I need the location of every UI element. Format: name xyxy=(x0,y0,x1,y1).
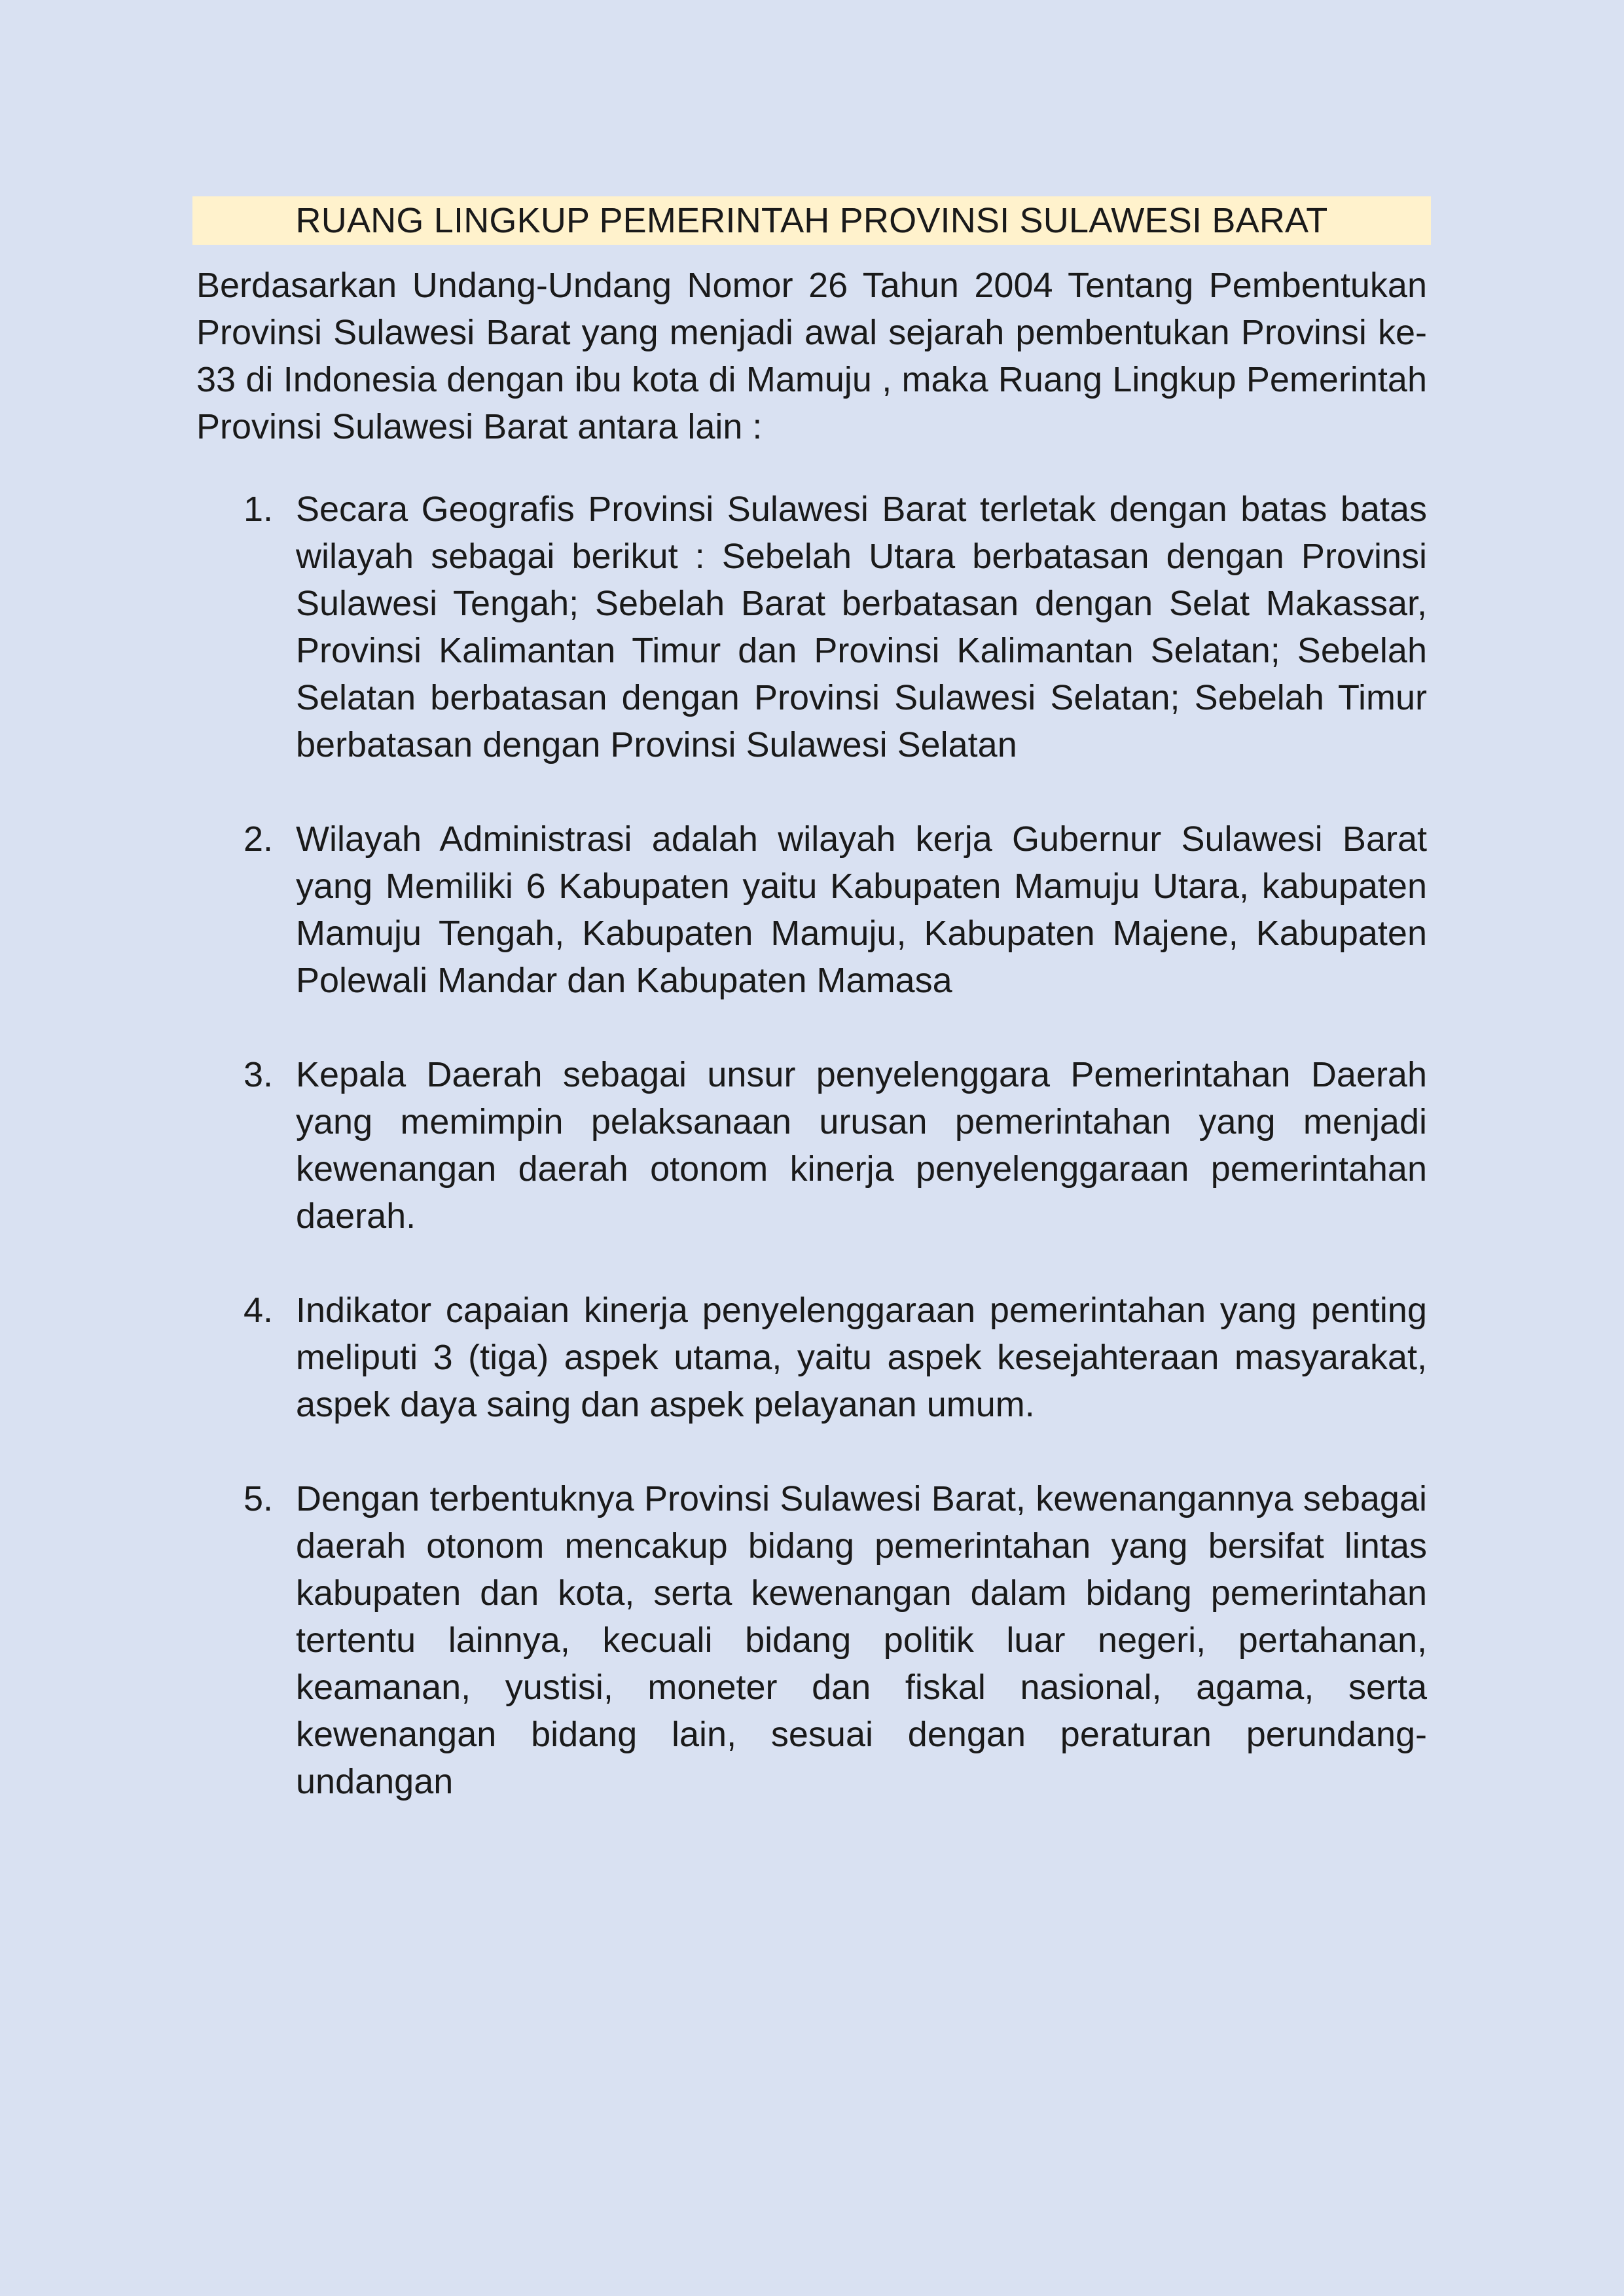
list-item-text: Wilayah Administrasi adalah wilayah kerja Gubernur Sulawesi Barat yang Memiliki 6 Kabupaten yaitu Kabupaten Mamuju Utara, kabupaten Mamuju Tengah, Kabupaten Mamuju, Kabupaten Majene, Kabupaten Polewali Mandar dan Kabupaten Mamasa xyxy=(296,819,1427,1000)
intro-paragraph: Berdasarkan Undang-Undang Nomor 26 Tahun 2004 Tentang Pembentukan Provinsi Sulawesi Barat yang menjadi awal sejarah pembentukan Provinsi ke-33 di Indonesia dengan ibu kota di Mamuju , maka Ruang Lingkup Pemerintah Provinsi Sulawesi Barat antara lain : xyxy=(196,266,1427,446)
document-title: RUANG LINGKUP PEMERINTAH PROVINSI SULAWESI BARAT xyxy=(295,201,1328,240)
scope-list-item xyxy=(196,816,1427,1004)
list-item-number: 1. xyxy=(244,490,274,529)
document-content xyxy=(196,196,1427,1816)
list-item-text: Secara Geografis Provinsi Sulawesi Barat terletak dengan batas batas wilayah sebagai berikut : Sebelah Utara berbatasan dengan Provinsi Sulawesi Tengah; Sebelah Barat berbatasan dengan Selat Makassar, Provinsi Kalimantan Timur dan Provinsi Kalimantan Selatan; Sebelah Selatan berbatasan dengan Provinsi Sulawesi Selatan; Sebelah Timur berbatasan dengan Provinsi Sulawesi Selatan xyxy=(296,490,1427,764)
scope-list-item xyxy=(196,1287,1427,1428)
list-item-number: 4. xyxy=(244,1291,274,1330)
list-item-text: Kepala Daerah sebagai unsur penyelenggara Pemerintahan Daerah yang memimpin pelaksanaan urusan pemerintahan yang menjadi kewenangan daerah otonom kinerja penyelenggaraan pemerintahan daerah. xyxy=(296,1055,1427,1236)
document-title-box xyxy=(192,196,1431,245)
scope-list-item xyxy=(196,1051,1427,1240)
list-item-number: 3. xyxy=(244,1055,274,1094)
list-item-text: Dengan terbentuknya Provinsi Sulawesi Barat, kewenangannya sebagai daerah otonom mencakup bidang pemerintahan yang bersifat lintas kabupaten dan kota, serta kewenangan dalam bidang pemerintahan tertentu lainnya, kecuali bidang politik luar negeri, pertahanan, keamanan, yustisi, moneter dan fiskal nasional, agama, serta kewenangan bidang lain, sesuai dengan peraturan perundang-undangan xyxy=(296,1479,1427,1801)
list-item-text: Indikator capaian kinerja penyelenggaraan pemerintahan yang penting meliputi 3 (tiga) aspek utama, yaitu aspek kesejahteraan masyarakat, aspek daya saing dan aspek pelayanan umum. xyxy=(296,1291,1427,1424)
list-item-number: 5. xyxy=(244,1479,274,1518)
scope-list-item xyxy=(196,486,1427,768)
list-item-number: 2. xyxy=(244,819,274,859)
scope-list-item xyxy=(196,1475,1427,1805)
scope-list xyxy=(196,486,1427,1805)
